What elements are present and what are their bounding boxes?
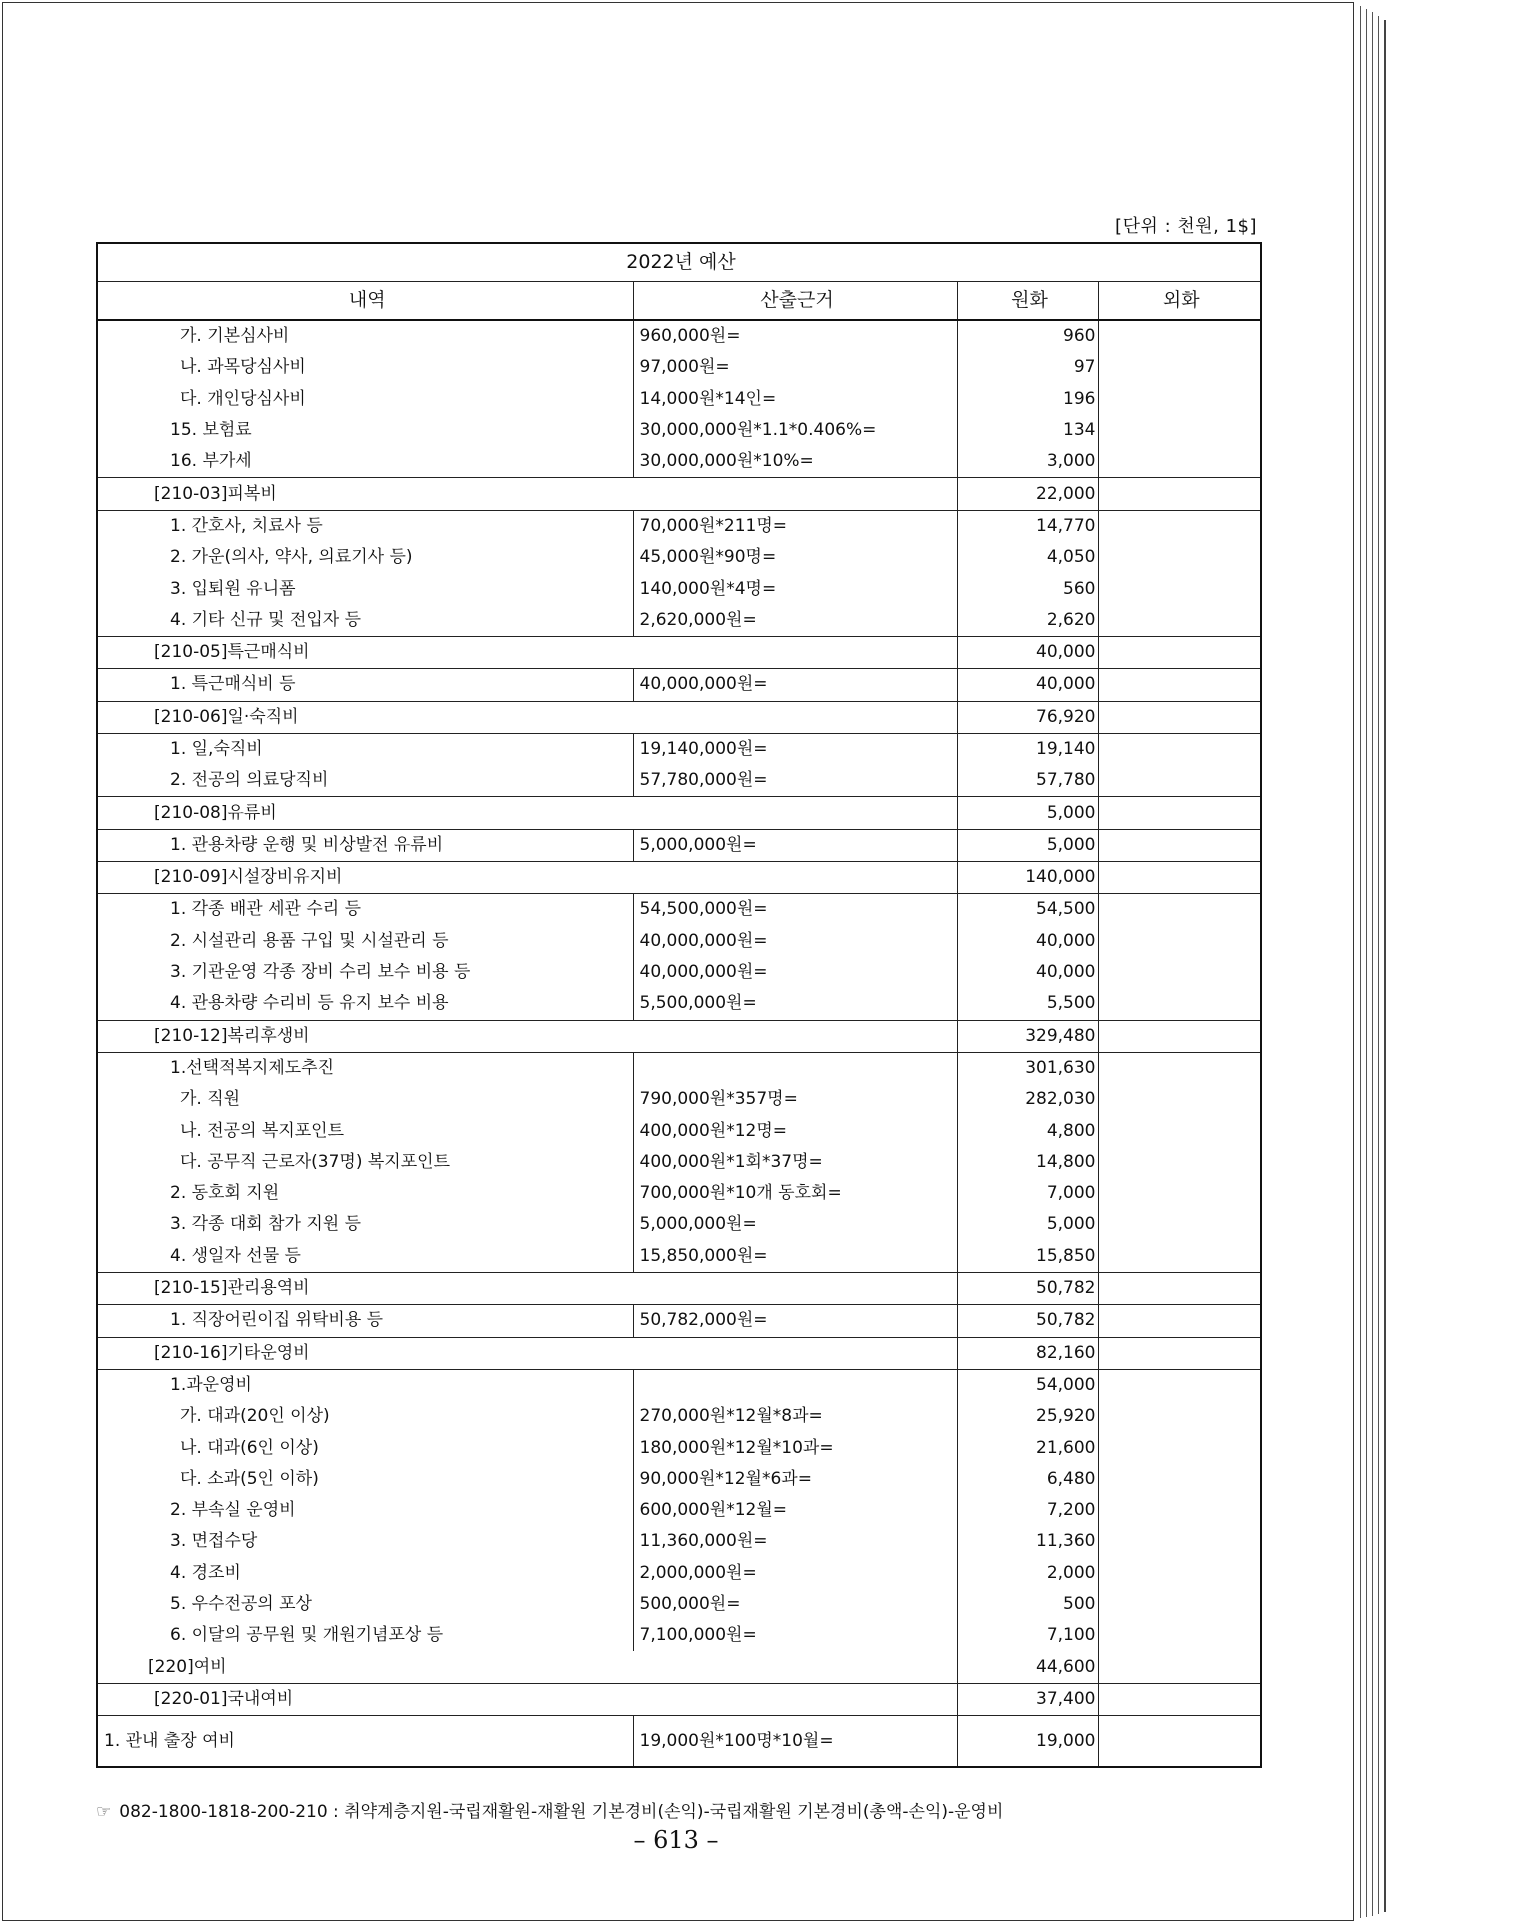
item-name: [210-15]관리용역비 [97, 1272, 957, 1304]
table-row [97, 1558, 1261, 1589]
item-name: 15. 보험료 [97, 415, 633, 446]
krw-amount: 6,480 [957, 1464, 1098, 1495]
table-row [97, 320, 1261, 352]
foreign-amount [1098, 384, 1261, 415]
item-name: [210-16]기타운영비 [97, 1337, 957, 1369]
foreign-amount [1098, 957, 1261, 988]
budget-table [96, 242, 1262, 1768]
calculation-basis: 960,000원= [633, 320, 957, 352]
krw-amount: 5,000 [957, 797, 1098, 829]
item-name: 2. 시설관리 용품 구입 및 시설관리 등 [97, 926, 633, 957]
calculation-basis: 2,620,000원= [633, 605, 957, 637]
calculation-basis: 600,000원*12월= [633, 1495, 957, 1526]
calculation-basis: 30,000,000원*1.1*0.406%= [633, 415, 957, 446]
item-name: 1. 관내 출장 여비 [97, 1716, 633, 1768]
table-row [97, 829, 1261, 861]
foreign-amount [1098, 1147, 1261, 1178]
item-name: 가. 기본심사비 [97, 320, 633, 352]
table-body [97, 320, 1261, 1767]
krw-amount: 960 [957, 320, 1098, 352]
calculation-basis: 700,000원*10개 동호회= [633, 1178, 957, 1209]
table-row [97, 415, 1261, 446]
foreign-amount [1098, 1305, 1261, 1337]
calculation-basis: 5,500,000원= [633, 988, 957, 1020]
item-name: 나. 대과(6인 이상) [97, 1432, 633, 1463]
krw-amount: 40,000 [957, 926, 1098, 957]
table-row [97, 765, 1261, 797]
krw-amount: 54,500 [957, 894, 1098, 926]
table-row [97, 1209, 1261, 1240]
krw-amount: 37,400 [957, 1683, 1098, 1715]
krw-amount: 11,360 [957, 1526, 1098, 1557]
table-row [97, 1178, 1261, 1209]
krw-amount: 5,500 [957, 988, 1098, 1020]
foreign-amount [1098, 1337, 1261, 1369]
calculation-basis: 7,100,000원= [633, 1620, 957, 1651]
calculation-basis: 40,000,000원= [633, 926, 957, 957]
item-name: 3. 각종 대회 참가 지원 등 [97, 1209, 633, 1240]
item-name: 나. 전공의 복지포인트 [97, 1115, 633, 1146]
calculation-basis: 11,360,000원= [633, 1526, 957, 1557]
table-row [97, 1084, 1261, 1115]
foreign-amount [1098, 1241, 1261, 1273]
table-row [97, 669, 1261, 701]
table-row [97, 701, 1261, 733]
foreign-amount [1098, 1020, 1261, 1052]
item-name: [210-08]유류비 [97, 797, 957, 829]
calculation-basis: 40,000,000원= [633, 957, 957, 988]
item-name: [210-06]일·숙직비 [97, 701, 957, 733]
item-name: [210-09]시설장비유지비 [97, 862, 957, 894]
foreign-amount [1098, 894, 1261, 926]
krw-amount: 500 [957, 1589, 1098, 1620]
table-row [97, 1020, 1261, 1052]
foreign-amount [1098, 1369, 1261, 1401]
foreign-amount [1098, 1272, 1261, 1304]
foreign-amount [1098, 797, 1261, 829]
foreign-amount [1098, 320, 1261, 352]
krw-amount: 40,000 [957, 636, 1098, 668]
table-row [97, 1589, 1261, 1620]
item-name: 다. 개인당심사비 [97, 384, 633, 415]
calculation-basis: 400,000원*1회*37명= [633, 1147, 957, 1178]
item-name: 나. 과목당심사비 [97, 352, 633, 383]
foreign-amount [1098, 1558, 1261, 1589]
foreign-amount [1098, 862, 1261, 894]
calculation-basis: 40,000,000원= [633, 669, 957, 701]
calculation-basis: 180,000원*12월*10과= [633, 1432, 957, 1463]
item-name: [210-03]피복비 [97, 478, 957, 510]
calculation-basis: 5,000,000원= [633, 1209, 957, 1240]
table-row [97, 384, 1261, 415]
krw-amount: 329,480 [957, 1020, 1098, 1052]
calculation-basis: 97,000원= [633, 352, 957, 383]
item-name: 6. 이달의 공무원 및 개원기념포상 등 [97, 1620, 633, 1651]
krw-amount: 560 [957, 573, 1098, 604]
calculation-basis: 14,000원*14인= [633, 384, 957, 415]
item-name: 1. 직장어린이집 위탁비용 등 [97, 1305, 633, 1337]
item-name: 3. 기관운영 각종 장비 수리 보수 비용 등 [97, 957, 633, 988]
krw-amount: 76,920 [957, 701, 1098, 733]
foreign-amount [1098, 1209, 1261, 1240]
krw-amount: 282,030 [957, 1084, 1098, 1115]
krw-amount: 25,920 [957, 1401, 1098, 1432]
table-row [97, 1526, 1261, 1557]
item-name: 1.과운영비 [97, 1369, 633, 1401]
item-name: 1. 간호사, 치료사 등 [97, 510, 633, 542]
table-row [97, 733, 1261, 765]
calculation-basis: 790,000원*357명= [633, 1084, 957, 1115]
table-row [97, 926, 1261, 957]
foreign-amount [1098, 446, 1261, 478]
table-row [97, 573, 1261, 604]
krw-amount: 19,000 [957, 1716, 1098, 1768]
calculation-basis: 400,000원*12명= [633, 1115, 957, 1146]
item-name: 2. 전공의 의료당직비 [97, 765, 633, 797]
table-row [97, 957, 1261, 988]
calculation-basis: 15,850,000원= [633, 1241, 957, 1273]
foreign-amount [1098, 352, 1261, 383]
calculation-basis: 19,000원*100명*10월= [633, 1716, 957, 1768]
header-foreign: 외화 [1098, 282, 1261, 321]
foreign-amount [1098, 1651, 1261, 1683]
table-row [97, 1432, 1261, 1463]
calculation-basis: 54,500,000원= [633, 894, 957, 926]
foreign-amount [1098, 573, 1261, 604]
table-row [97, 605, 1261, 637]
krw-amount: 134 [957, 415, 1098, 446]
item-name: 4. 경조비 [97, 1558, 633, 1589]
foreign-amount [1098, 926, 1261, 957]
item-name: 4. 기타 신규 및 전입자 등 [97, 605, 633, 637]
foreign-amount [1098, 1495, 1261, 1526]
calculation-basis: 45,000원*90명= [633, 542, 957, 573]
krw-amount: 4,050 [957, 542, 1098, 573]
krw-amount: 19,140 [957, 733, 1098, 765]
krw-amount: 5,000 [957, 1209, 1098, 1240]
item-name: 가. 직원 [97, 1084, 633, 1115]
krw-amount: 57,780 [957, 765, 1098, 797]
foreign-amount [1098, 636, 1261, 668]
krw-amount: 2,620 [957, 605, 1098, 637]
krw-amount: 21,600 [957, 1432, 1098, 1463]
foreign-amount [1098, 1178, 1261, 1209]
foreign-amount [1098, 1052, 1261, 1084]
foreign-amount [1098, 1526, 1261, 1557]
table-row [97, 446, 1261, 478]
item-name: 다. 공무직 근로자(37명) 복지포인트 [97, 1147, 633, 1178]
calculation-basis: 19,140,000원= [633, 733, 957, 765]
table-row [97, 1369, 1261, 1401]
header-item: 내역 [97, 282, 633, 321]
foreign-amount [1098, 1432, 1261, 1463]
krw-amount: 2,000 [957, 1558, 1098, 1589]
krw-amount: 22,000 [957, 478, 1098, 510]
krw-amount: 196 [957, 384, 1098, 415]
krw-amount: 140,000 [957, 862, 1098, 894]
table-row [97, 862, 1261, 894]
item-name: 다. 소과(5인 이하) [97, 1464, 633, 1495]
table-row [97, 1052, 1261, 1084]
foreign-amount [1098, 1620, 1261, 1651]
page-number: – 613 – [633, 1826, 719, 1854]
table-row [97, 1241, 1261, 1273]
foreign-amount [1098, 510, 1261, 542]
calculation-basis: 50,782,000원= [633, 1305, 957, 1337]
table-row [97, 1495, 1261, 1526]
item-name: 3. 입퇴원 유니폼 [97, 573, 633, 604]
table-row [97, 352, 1261, 383]
foreign-amount [1098, 765, 1261, 797]
table-row [97, 542, 1261, 573]
calculation-basis: 140,000원*4명= [633, 573, 957, 604]
table-row [97, 636, 1261, 668]
table-row [97, 1683, 1261, 1715]
foreign-amount [1098, 1589, 1261, 1620]
table-row [97, 510, 1261, 542]
table-row [97, 478, 1261, 510]
item-name: [220-01]국내여비 [97, 1683, 957, 1715]
item-name: 4. 생일자 선물 등 [97, 1241, 633, 1273]
krw-amount: 14,800 [957, 1147, 1098, 1178]
item-name: 4. 관용차량 수리비 등 유지 보수 비용 [97, 988, 633, 1020]
krw-amount: 40,000 [957, 957, 1098, 988]
page-stack-edge [1356, 6, 1361, 1918]
krw-amount: 97 [957, 352, 1098, 383]
item-name: 2. 부속실 운영비 [97, 1495, 633, 1526]
page-stack-edge [1380, 20, 1386, 1912]
unit-label: [단위 : 천원, 1$] [1115, 216, 1257, 237]
table-row [97, 1620, 1261, 1651]
item-name: 1. 일,숙직비 [97, 733, 633, 765]
foreign-amount [1098, 1716, 1261, 1768]
foreign-amount [1098, 1683, 1261, 1715]
krw-amount: 40,000 [957, 669, 1098, 701]
krw-amount: 301,630 [957, 1052, 1098, 1084]
item-name: 가. 대과(20인 이상) [97, 1401, 633, 1432]
calculation-basis: 500,000원= [633, 1589, 957, 1620]
item-name: [210-05]특근매식비 [97, 636, 957, 668]
item-name: 1. 각종 배관 세관 수리 등 [97, 894, 633, 926]
calculation-basis [633, 1052, 957, 1084]
foreign-amount [1098, 1084, 1261, 1115]
table-row [97, 1401, 1261, 1432]
foreign-amount [1098, 829, 1261, 861]
page-stack-edge [1368, 12, 1373, 1916]
krw-amount: 14,770 [957, 510, 1098, 542]
footer-text: 082-1800-1818-200-210 : 취약계층지원-국립재활원-재활원 기본경비(손익)-국립재활원 기본경비(총액-손익)-운영비 [119, 1802, 1004, 1822]
foreign-amount [1098, 605, 1261, 637]
footer-note [96, 1797, 1003, 1822]
foreign-amount [1098, 478, 1261, 510]
item-name: 1.선택적복지제도추진 [97, 1052, 633, 1084]
pointing-hand-icon: ☞ [96, 1802, 112, 1822]
item-name: 5. 우수전공의 포상 [97, 1589, 633, 1620]
foreign-amount [1098, 1115, 1261, 1146]
krw-amount: 82,160 [957, 1337, 1098, 1369]
table-row [97, 894, 1261, 926]
page-stack-edge [1374, 16, 1379, 1914]
krw-amount: 54,000 [957, 1369, 1098, 1401]
krw-amount: 7,000 [957, 1178, 1098, 1209]
table-row [97, 1464, 1261, 1495]
item-name: 2. 가운(의사, 약사, 의료기사 등) [97, 542, 633, 573]
table-row [97, 1147, 1261, 1178]
krw-amount: 4,800 [957, 1115, 1098, 1146]
item-name: 1. 관용차량 운행 및 비상발전 유류비 [97, 829, 633, 861]
krw-amount: 7,100 [957, 1620, 1098, 1651]
page-stack-edge [1362, 9, 1367, 1917]
calculation-basis [633, 1369, 957, 1401]
krw-amount: 15,850 [957, 1241, 1098, 1273]
table-title: 2022년 예산 [97, 243, 1261, 282]
calculation-basis: 70,000원*211명= [633, 510, 957, 542]
item-name: 3. 면접수당 [97, 1526, 633, 1557]
foreign-amount [1098, 1464, 1261, 1495]
krw-amount: 50,782 [957, 1305, 1098, 1337]
header-basis: 산출근거 [633, 282, 957, 321]
foreign-amount [1098, 1401, 1261, 1432]
table-row [97, 1716, 1261, 1768]
foreign-amount [1098, 415, 1261, 446]
item-name: [220]여비 [97, 1651, 957, 1683]
krw-amount: 5,000 [957, 829, 1098, 861]
table-row [97, 988, 1261, 1020]
table-row [97, 1337, 1261, 1369]
item-name: 1. 특근매식비 등 [97, 669, 633, 701]
calculation-basis: 57,780,000원= [633, 765, 957, 797]
krw-amount: 7,200 [957, 1495, 1098, 1526]
table-row [97, 797, 1261, 829]
calculation-basis: 2,000,000원= [633, 1558, 957, 1589]
krw-amount: 3,000 [957, 446, 1098, 478]
krw-amount: 50,782 [957, 1272, 1098, 1304]
item-name: 16. 부가세 [97, 446, 633, 478]
table-row [97, 1305, 1261, 1337]
table-row [97, 1115, 1261, 1146]
calculation-basis: 30,000,000원*10%= [633, 446, 957, 478]
item-name: [210-12]복리후생비 [97, 1020, 957, 1052]
table-row [97, 1651, 1261, 1683]
foreign-amount [1098, 988, 1261, 1020]
table-row [97, 1272, 1261, 1304]
foreign-amount [1098, 542, 1261, 573]
calculation-basis: 5,000,000원= [633, 829, 957, 861]
calculation-basis: 270,000원*12월*8과= [633, 1401, 957, 1432]
krw-amount: 44,600 [957, 1651, 1098, 1683]
calculation-basis: 90,000원*12월*6과= [633, 1464, 957, 1495]
header-krw: 원화 [957, 282, 1098, 321]
foreign-amount [1098, 669, 1261, 701]
foreign-amount [1098, 733, 1261, 765]
foreign-amount [1098, 701, 1261, 733]
item-name: 2. 동호회 지원 [97, 1178, 633, 1209]
